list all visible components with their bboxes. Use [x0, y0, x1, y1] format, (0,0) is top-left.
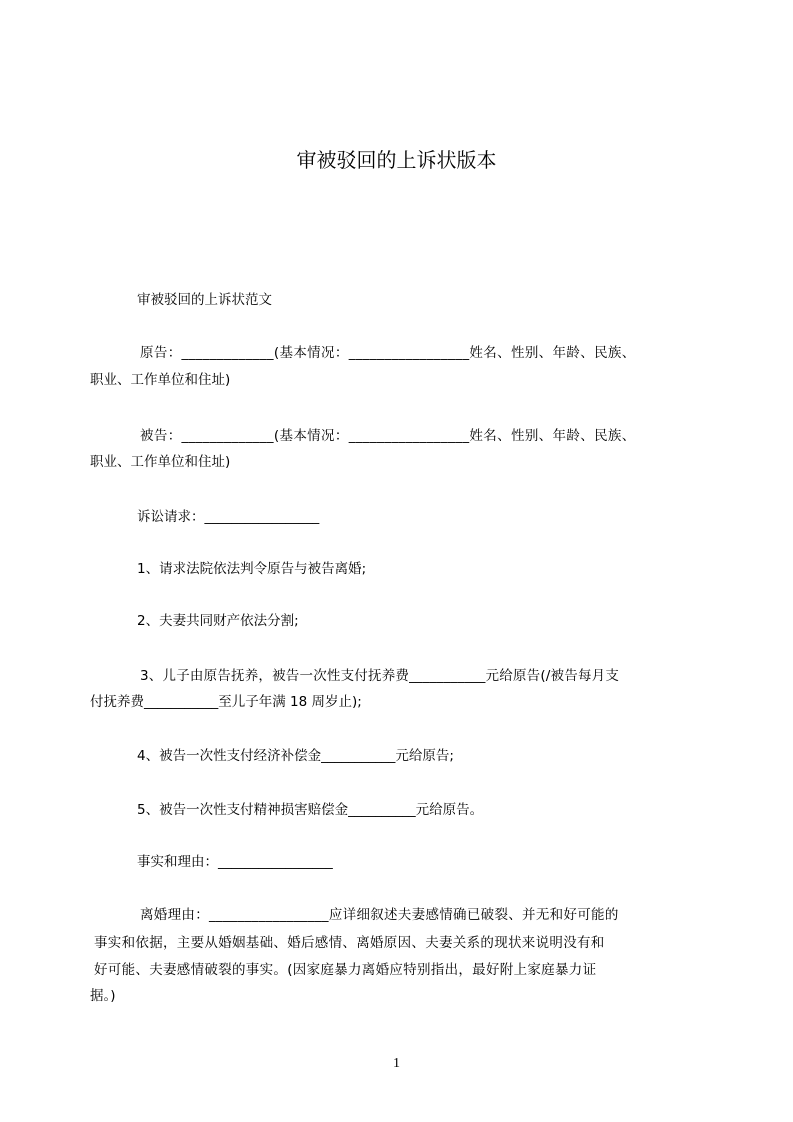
defendant-line: 被告：_____________(基本情况：_________________姓名、性别、年龄、民族、 — [140, 428, 636, 444]
plaintiff-line: 原告：_____________(基本情况：_________________姓名、性别、年龄、民族、 — [140, 345, 636, 361]
claim-5: 5、被告一次性支付精神损害赔偿金__________元给原告。 — [137, 802, 484, 818]
document-title: 审被驳回的上诉状版本 — [296, 148, 497, 172]
subtitle: 审被驳回的上诉状范文 — [137, 292, 272, 308]
claim-1: 1、请求法院依法判令原告与被告离婚; — [137, 561, 367, 577]
reason-line-4: 据。) — [90, 988, 116, 1004]
reason-line-2: 事实和依据，主要从婚姻基础、婚后感情、离婚原因、夫妻关系的现状来说明没有和 — [94, 935, 605, 951]
plaintiff-line-cont: 职业、工作单位和住址) — [90, 372, 231, 388]
reason-line-1: 离婚理由：_________________应详细叙述夫妻感情确已破裂、并无和好可能的 — [140, 907, 619, 923]
page-number: 1 — [393, 1056, 400, 1071]
claim-3: 3、儿子由原告抚养，被告一次性支付抚养费___________元给原告(/被告每月支 — [140, 668, 620, 684]
claim-3-cont: 付抚养费___________至儿子年满 18 周岁止); — [90, 694, 362, 710]
claim-2: 2、夫妻共同财产依法分割; — [137, 613, 299, 629]
reason-line-3: 好可能、夫妻感情破裂的事实。(因家庭暴力离婚应特别指出，最好附上家庭暴力证 — [94, 962, 597, 978]
claim-4: 4、被告一次性支付经济补偿金___________元给原告; — [137, 748, 454, 764]
defendant-line-cont: 职业、工作单位和住址) — [90, 454, 231, 470]
claims-heading: 诉讼请求：_________________ — [137, 509, 320, 525]
facts-heading: 事实和理由：_________________ — [137, 854, 333, 870]
